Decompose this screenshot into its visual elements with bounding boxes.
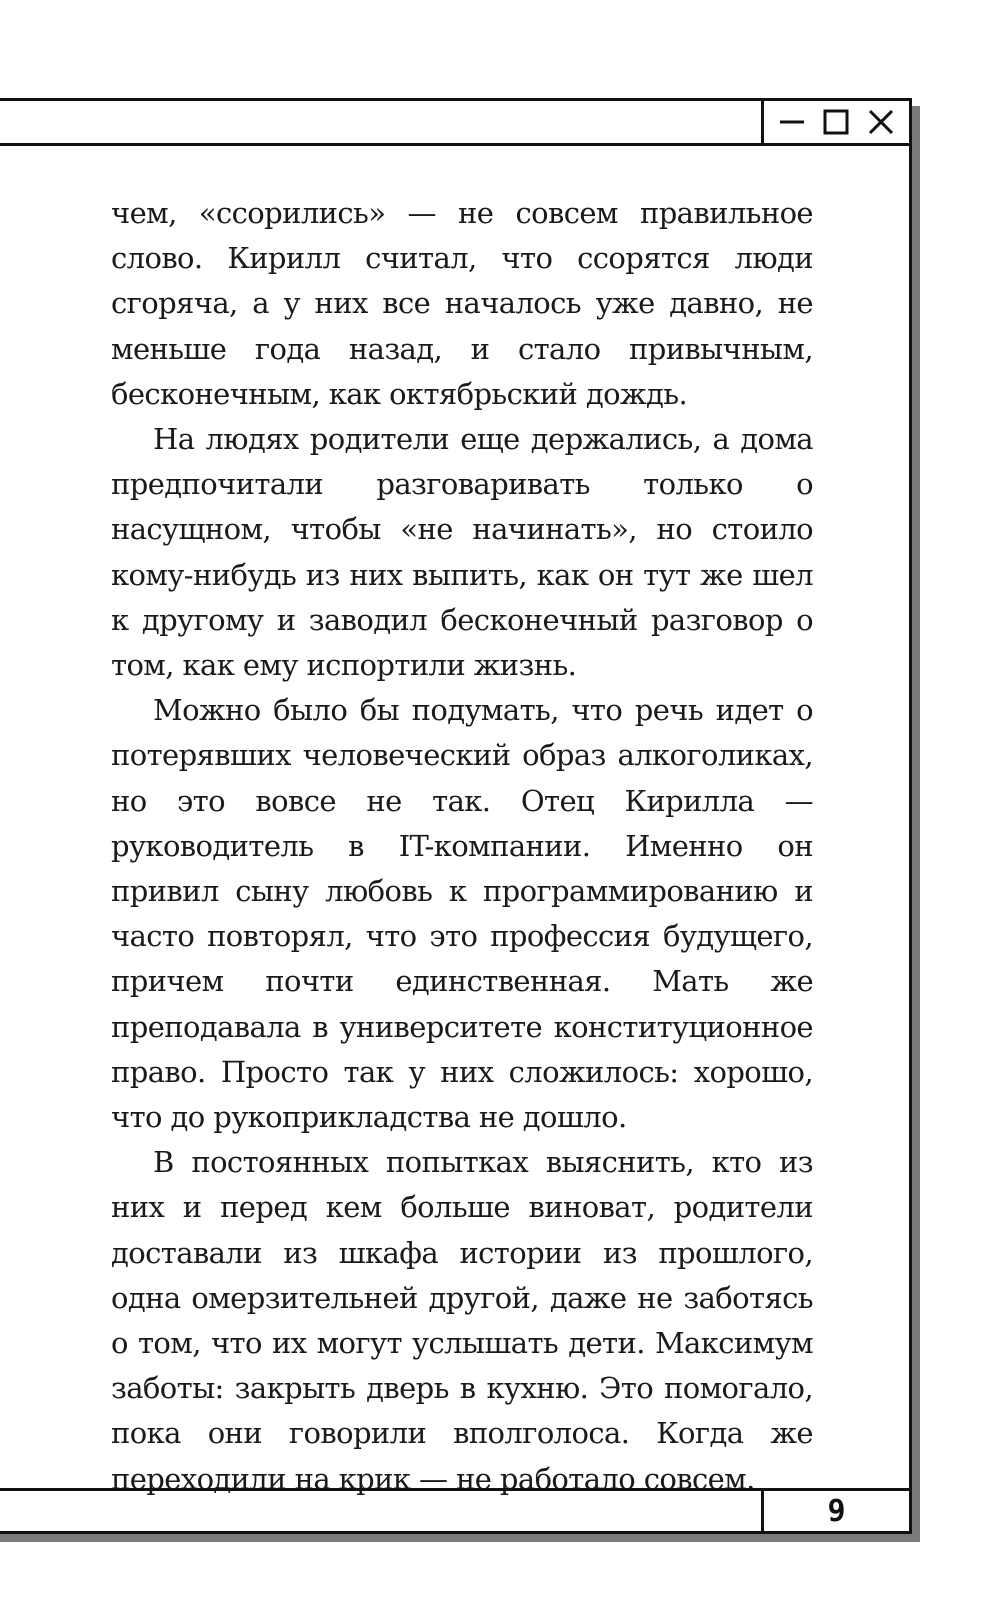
paragraph: чем, «ссорились» — не совсем правильное слово. Кирилл считал, что ссорятся люди сгоряча, а у них все началось уже давно, не меньше года назад, и стало привычным, бесконечным, как октябрьский дождь. <box>111 196 813 411</box>
paragraph: На людях родители еще держались, а дома предпочитали разговаривать только о насущном, чтобы «не начинать», но стоило кому-нибудь из них выпить, как он тут же шел к другому и заводил бесконечный разговор о том, как ему испортили жизнь. <box>111 422 813 683</box>
paragraph: Можно было бы подумать, что речь идет о потерявших человеческий образ алкоголиках, но это вовсе не так. Отец Кирилла — руководитель в IT-компании. Именно он привил сыну любовь к программированию и часто повторял, что это профессия будущего, причем почти единственная. Мать же преподавала в университете конституционное право. Просто так у них сложилось: хорошо, что до рукоприкладства не дошло. <box>111 693 813 1135</box>
page-text <box>111 191 813 1502</box>
title-bar <box>0 101 909 146</box>
window-controls <box>761 101 909 143</box>
document-window <box>0 98 912 1534</box>
status-bar <box>0 1488 909 1531</box>
page-number: 9 <box>827 1493 846 1529</box>
minimize-icon[interactable] <box>775 105 809 139</box>
close-icon[interactable] <box>864 105 898 139</box>
maximize-icon[interactable] <box>819 105 853 139</box>
page-number-cell <box>761 1491 909 1531</box>
paragraph: В постоянных попытках выяснить, кто из них и перед кем больше виноват, родители доставали из шкафа истории из прошлого, одна омерзительней другой, даже не заботясь о том, что их могут услышать дети. Максимум заботы: закрыть дверь в кухню. Это помогало, пока они говорили вполголоса. Когда же переходили на крик — не работало совсем. <box>111 1145 813 1496</box>
